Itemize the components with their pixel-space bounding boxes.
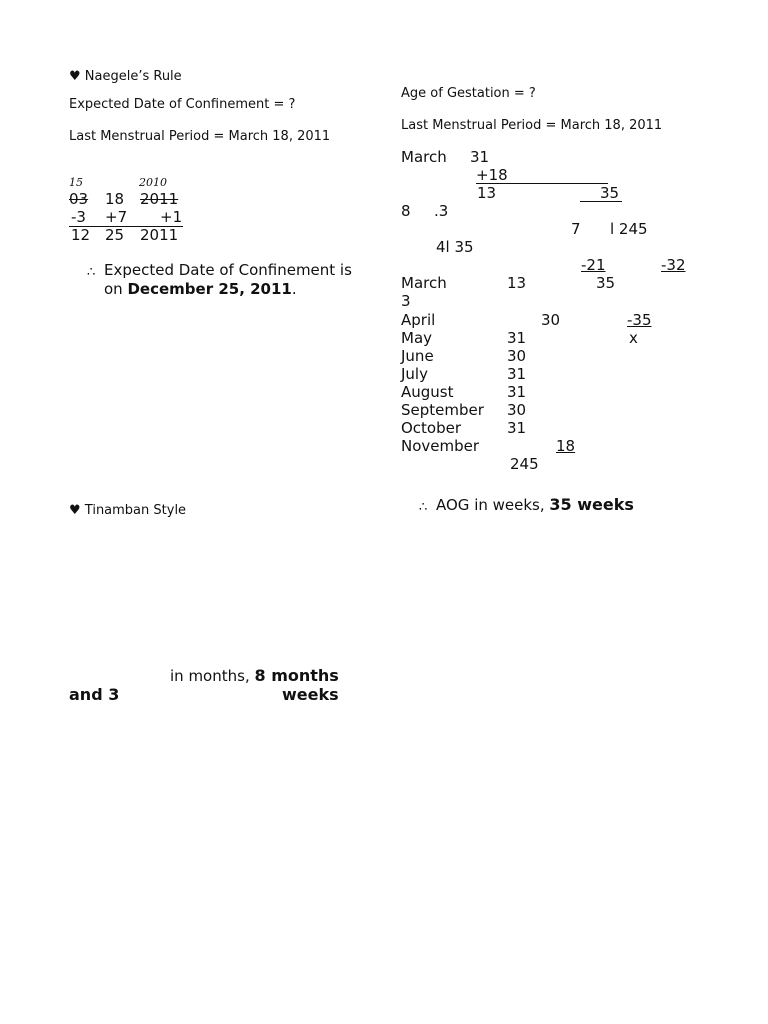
calc-row3-year: 2011: [140, 226, 179, 244]
calc-row3-month: 12: [71, 226, 91, 244]
table-days-may: 31: [507, 329, 527, 347]
lmp-left: Last Menstrual Period = March 18, 2011: [69, 129, 331, 144]
result-35-top: 35: [600, 184, 620, 202]
naegele-heading: ♥ Naegele’s Rule: [69, 69, 182, 84]
remainder-x: x: [629, 329, 638, 347]
calc-row1-year: 2011: [140, 190, 179, 208]
months-bold: 8 months: [254, 666, 339, 685]
edc-period: .: [291, 280, 297, 298]
carry-year: 2010: [139, 176, 167, 189]
division-bar: [580, 201, 622, 202]
edc-question: Expected Date of Confinement = ?: [69, 97, 296, 112]
therefore-symbol-left: ∴: [87, 265, 96, 280]
result-3: 3: [401, 292, 411, 310]
table-month-march: March: [401, 274, 447, 292]
table-days-august: 31: [507, 383, 527, 401]
march-label: March: [401, 148, 447, 166]
calc-row2-day: +7: [105, 208, 128, 226]
table-days-october: 31: [507, 419, 527, 437]
divisor-4-35: 4l 35: [436, 238, 474, 256]
result-35-mid: 35: [596, 274, 616, 292]
divisor-7: 7: [571, 220, 581, 238]
calc-row3-day: 25: [105, 226, 125, 244]
months-prefix: in months,: [170, 667, 250, 685]
result-dot-3: .3: [434, 202, 449, 220]
months-result-line1: [170, 668, 339, 684]
table-month-november: November: [401, 437, 480, 455]
table-days-july: 31: [507, 365, 527, 383]
and-three: and 3: [69, 685, 120, 704]
result-8: 8: [401, 202, 411, 220]
carry-month: 15: [69, 176, 83, 189]
table-month-may: May: [401, 329, 433, 347]
calc-row1-day: 18: [105, 190, 125, 208]
aog-prefix: AOG in weeks,: [436, 496, 545, 514]
minus-32: -32: [661, 256, 686, 274]
aog-bold: 35 weeks: [549, 495, 634, 514]
edc-date: December 25, 2011: [127, 280, 292, 298]
march-days: 31: [470, 148, 490, 166]
result-13: 13: [477, 184, 497, 202]
table-month-july: July: [401, 365, 428, 383]
lmp-right: Last Menstrual Period = March 18, 2011: [401, 118, 663, 133]
table-days-june: 30: [507, 347, 527, 365]
dividend-245: l 245: [610, 220, 648, 238]
minus-18: +18: [476, 166, 508, 184]
calc-row2-year: +1: [160, 208, 183, 226]
minus-21: -21: [581, 256, 606, 274]
therefore-symbol-right: ∴: [419, 500, 428, 515]
table-month-april: April: [401, 311, 436, 329]
table-days-april: 30: [541, 311, 561, 329]
table-days-november: 18: [556, 437, 576, 455]
edc-conclusion-line2: [104, 282, 297, 297]
aog-question: Age of Gestation = ?: [401, 86, 536, 101]
calc-row1-month: 03: [69, 190, 89, 208]
edc-on: on: [104, 280, 123, 298]
table-days-march: 13: [507, 274, 527, 292]
table-days-september: 30: [507, 401, 527, 419]
weeks-label: weeks: [282, 685, 339, 704]
table-month-august: August: [401, 383, 454, 401]
table-month-october: October: [401, 419, 462, 437]
table-month-june: June: [401, 347, 434, 365]
tinamban-heading: ♥ Tinamban Style: [69, 503, 187, 518]
table-month-september: September: [401, 401, 484, 419]
calc-row2-month: -3: [71, 208, 86, 226]
edc-conclusion-line1: Expected Date of Confinement is: [104, 261, 352, 279]
minus-35: -35: [627, 311, 652, 329]
days-total: 245: [510, 455, 539, 473]
aog-result: [436, 497, 634, 513]
